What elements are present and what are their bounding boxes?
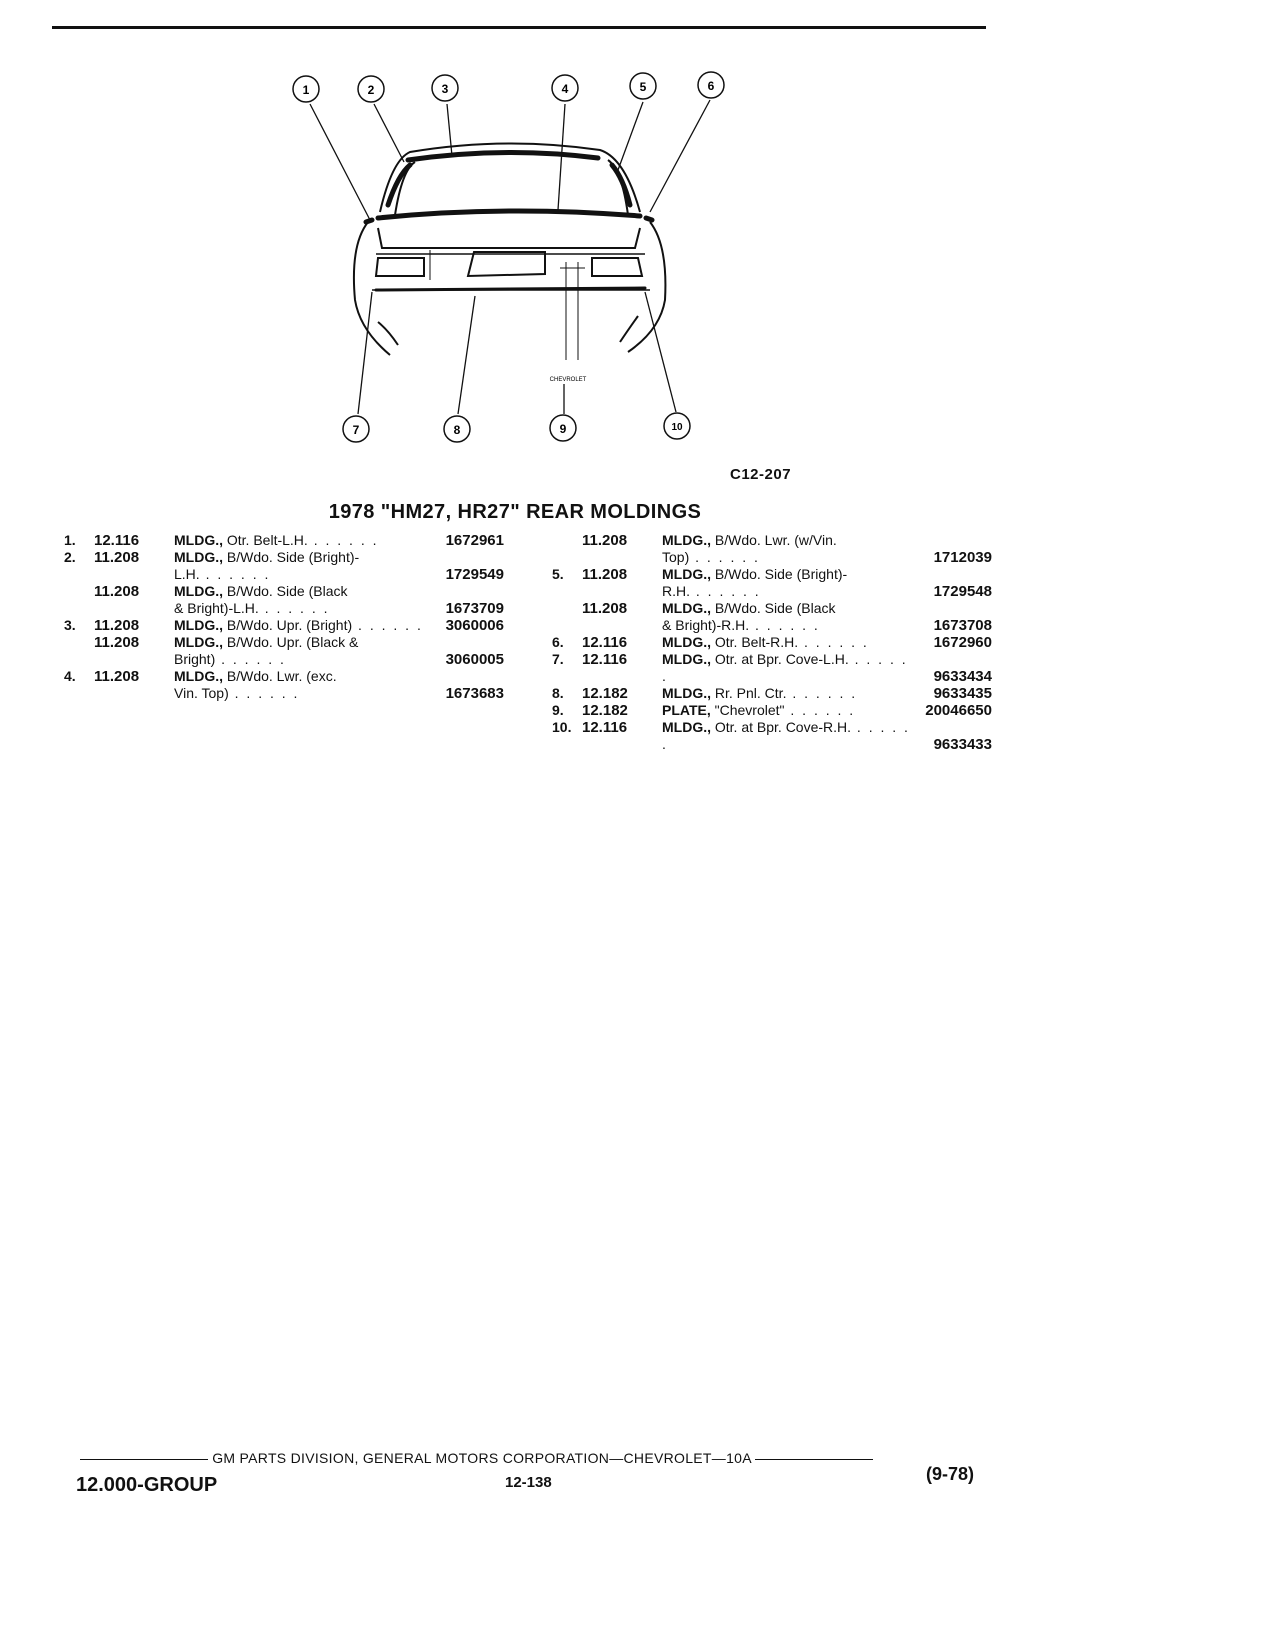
description-line-1: B/Wdo. Side (Bright)- <box>714 566 848 582</box>
description-line-1: B/Wdo. Lwr. (exc. <box>226 668 337 684</box>
leader-dots: . . . . . . <box>352 617 423 633</box>
leader-dots: . . . . . . <box>228 685 300 701</box>
group-number: 12.116 <box>582 634 628 651</box>
part-name: MLDG., <box>662 685 711 701</box>
leader-dots: . . . . . . <box>689 549 760 565</box>
description-line-1: Otr. at Bpr. Cove-L.H. <box>714 651 849 667</box>
group-number: 11.208 <box>94 668 140 685</box>
item-number: 2. <box>64 549 76 565</box>
item-number: 7. <box>552 651 564 667</box>
callout-3 <box>432 75 458 101</box>
part-description <box>662 600 912 634</box>
part-description <box>662 566 912 600</box>
part-description <box>662 532 912 566</box>
group-number: 11.208 <box>582 532 628 549</box>
footer-credit-text: GM PARTS DIVISION, GENERAL MOTORS CORPORATION—CHEVROLET—10A <box>212 1450 752 1466</box>
group-number: 11.208 <box>94 549 140 566</box>
section-title: 1978 "HM27, HR27" REAR MOLDINGS <box>328 501 702 523</box>
leader-dots: . . . . . . <box>690 583 761 599</box>
leader-lines <box>310 100 710 414</box>
callout-7-label: 7 <box>352 423 360 437</box>
part-name: MLDG., <box>662 634 711 650</box>
parts-list-left <box>64 532 504 702</box>
plate-text: CHEVROLET <box>549 377 587 383</box>
callout-10 <box>664 413 690 439</box>
part-number: 1673709 <box>445 600 504 617</box>
part-number: 20046650 <box>925 702 992 719</box>
item-number: 9. <box>552 702 564 718</box>
parts-row <box>64 583 504 617</box>
group-number: 12.116 <box>582 651 628 668</box>
item-number: 8. <box>552 685 564 701</box>
description-line-1: B/Wdo. Lwr. (w/Vin. <box>714 532 837 548</box>
part-description <box>662 702 912 719</box>
group-number: 11.208 <box>94 634 140 651</box>
part-number: 3060006 <box>445 617 504 634</box>
description-line-2: Vin. Top) <box>174 685 229 701</box>
description-line-1: Rr. Pnl. Ctr. <box>714 685 787 701</box>
part-description <box>174 617 424 634</box>
part-description <box>174 583 424 617</box>
description-line-1: B/Wdo. Upr. (Bright) <box>226 617 353 633</box>
part-number: 1712039 <box>933 549 992 566</box>
callout-6-label: 6 <box>707 79 715 93</box>
description-line-1: Otr. Belt-R.H. <box>714 634 799 650</box>
callouts <box>293 72 724 442</box>
callout-7 <box>343 416 369 442</box>
revision-date: (9-78) <box>926 1464 975 1484</box>
leader-dots: . . . . . . <box>662 651 908 684</box>
footer-credit <box>80 1450 873 1466</box>
callout-4-label: 4 <box>561 82 569 96</box>
leader-dots: . . . . . . <box>199 566 271 582</box>
part-number: 9633434 <box>933 668 992 685</box>
part-number: 1672961 <box>445 532 504 549</box>
part-name: MLDG., <box>662 532 711 548</box>
leader-dots: . . . . . . <box>662 719 910 752</box>
molding-strokes <box>366 152 652 290</box>
leader-dots: . . . . . . <box>215 651 286 667</box>
parts-row <box>64 634 504 668</box>
callout-5-label: 5 <box>639 80 647 94</box>
part-description <box>662 651 912 685</box>
group-number: 12.116 <box>582 719 628 736</box>
callout-2-label: 2 <box>367 83 375 97</box>
leader-dots: . . . . . . <box>784 702 856 718</box>
parts-row <box>552 566 992 600</box>
parts-row <box>552 702 992 719</box>
description-line-1: B/Wdo. Side (Bright)- <box>226 549 360 565</box>
part-name: MLDG., <box>174 617 223 633</box>
callout-6 <box>698 72 724 98</box>
callout-8 <box>444 416 470 442</box>
part-description <box>174 549 424 583</box>
rear-moldings-diagram <box>0 0 1280 500</box>
callout-4 <box>552 75 578 101</box>
callout-8-label: 8 <box>453 423 461 437</box>
callout-3-label: 3 <box>441 82 449 96</box>
parts-row <box>552 685 992 702</box>
callout-9-label: 9 <box>559 422 567 436</box>
part-number: 1673683 <box>445 685 504 702</box>
part-name: MLDG., <box>174 532 223 548</box>
page-number: 12-138 <box>505 1474 552 1491</box>
leader-dots: . . . . . . <box>798 634 869 650</box>
parts-row <box>64 617 504 634</box>
part-number: 1729548 <box>933 583 992 600</box>
part-description <box>174 634 424 668</box>
group-number: 11.208 <box>94 617 140 634</box>
part-name: MLDG., <box>662 651 711 667</box>
description-line-1: B/Wdo. Side (Black <box>226 583 348 599</box>
part-name: MLDG., <box>662 719 711 735</box>
callout-1-label: 1 <box>302 83 310 97</box>
parts-row <box>552 634 992 651</box>
group-number: 11.208 <box>94 583 140 600</box>
part-name: MLDG., <box>662 600 711 616</box>
footer-rule-right <box>755 1459 873 1460</box>
group-number: 12.116 <box>94 532 140 549</box>
callout-9 <box>550 415 576 441</box>
part-name: MLDG., <box>662 566 711 582</box>
part-name: PLATE, <box>662 702 711 718</box>
parts-row <box>552 719 992 753</box>
part-description <box>662 634 912 651</box>
part-number: 9633435 <box>933 685 992 702</box>
parts-row <box>552 600 992 634</box>
item-number: 5. <box>552 566 564 582</box>
description-line-2: Bright) <box>174 651 216 667</box>
parts-row <box>64 668 504 702</box>
description-line-1: B/Wdo. Side (Black <box>714 600 836 616</box>
group-label: 12.000-GROUP <box>76 1474 218 1496</box>
item-number: 1. <box>64 532 76 548</box>
description-line-2: & Bright)-R.H. <box>662 617 750 633</box>
group-number: 11.208 <box>582 566 628 583</box>
group-number: 12.182 <box>582 685 628 702</box>
callout-2 <box>358 76 384 102</box>
callout-10-label: 10 <box>671 422 683 433</box>
description-line-1: "Chevrolet" <box>714 702 785 718</box>
part-number: 3060005 <box>445 651 504 668</box>
callout-5 <box>630 73 656 99</box>
part-name: MLDG., <box>174 668 223 684</box>
description-line-2: & Bright)-L.H. <box>174 600 259 616</box>
item-number: 4. <box>64 668 76 684</box>
leader-dots: . . . . . . <box>749 617 820 633</box>
part-name: MLDG., <box>174 549 223 565</box>
description-line-2: L.H. <box>174 566 200 582</box>
part-name: MLDG., <box>174 634 223 650</box>
parts-row <box>64 532 504 549</box>
item-number: 10. <box>552 719 572 735</box>
diagram-code: C12-207 <box>730 466 792 483</box>
description-line-2: Top) <box>662 549 690 565</box>
parts-row <box>552 532 992 566</box>
leader-dots: . . . . . . <box>307 532 379 548</box>
leader-dots: . . . . . . <box>786 685 858 701</box>
description-line-1: B/Wdo. Upr. (Black & <box>226 634 359 650</box>
part-number: 1729549 <box>445 566 504 583</box>
part-number: 1672960 <box>933 634 992 651</box>
description-line-2: R.H. <box>662 583 690 599</box>
part-number: 9633433 <box>933 736 992 753</box>
part-number: 1673708 <box>933 617 992 634</box>
group-number: 12.182 <box>582 702 628 719</box>
item-number: 3. <box>64 617 76 633</box>
part-name: MLDG., <box>174 583 223 599</box>
parts-row <box>64 549 504 583</box>
part-description <box>662 685 912 702</box>
part-description <box>174 668 424 702</box>
description-line-1: Otr. at Bpr. Cove-R.H. <box>714 719 852 735</box>
part-description <box>174 532 424 549</box>
part-description <box>662 719 912 753</box>
item-number: 6. <box>552 634 564 650</box>
footer-rule-left <box>80 1459 208 1460</box>
leader-dots: . . . . . . <box>258 600 330 616</box>
parts-list-right <box>552 532 992 753</box>
callout-1 <box>293 76 319 102</box>
group-number: 11.208 <box>582 600 628 617</box>
description-line-1: Otr. Belt-L.H. <box>226 532 308 548</box>
parts-row <box>552 651 992 685</box>
